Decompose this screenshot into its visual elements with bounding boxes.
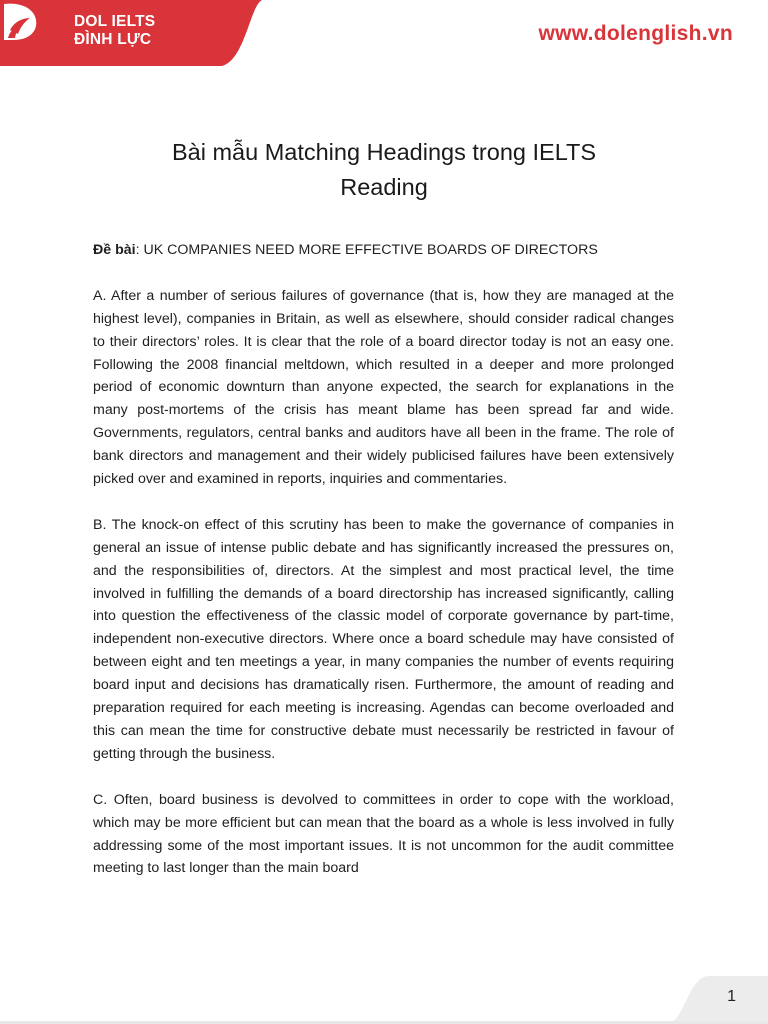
logo-line2: ĐÌNH LỰC (74, 31, 152, 48)
title-line2: Reading (340, 174, 428, 200)
prompt-label: Đề bài (93, 242, 136, 258)
paragraph-c: C. Often, board business is devolved to committees in order to cope with the workload, which may be more efficient but can mean that the board as a whole is less involved in fully addressing some of the most important issues. It is not uncommon for the audit committee meeting to last longer than the main board (93, 791, 674, 877)
dol-logo-icon (0, 0, 40, 44)
prompt-text: : UK COMPANIES NEED MORE EFFECTIVE BOARDS OF DIRECTORS (135, 242, 598, 258)
page-number: 1 (727, 988, 736, 1005)
logo-line1: DOL IELTS (74, 13, 156, 30)
logo-wordmark (74, 13, 155, 49)
website-link[interactable]: www.dolenglish.vn (538, 22, 733, 45)
document-body (93, 239, 674, 903)
page-title (84, 135, 684, 205)
page-tab-shape (668, 976, 768, 1024)
logo-banner (0, 0, 300, 66)
paragraph-b: B. The knock-on effect of this scrutiny has been to make the governance of companies in general an issue of intense public debate and has significantly increased the pressures on, and the responsibilities of, directors. At the simplest and most practical level, the time involved in fulfilling the demands of a board directorship has increased significantly, calling into question the effectiveness of the classic model of corporate governance by part-time, independent non-executive directors. Where once a board schedule may have consisted of between eight and ten meetings a year, in many companies the number of events requiring board input and decisions has dramatically risen. Furthermore, the amount of reading and preparation required for each meeting is increasing. Agendas can become overloaded and this can mean the time for constructive debate must necessarily be restricted in favour of getting through the business. (93, 516, 674, 762)
page-header (0, 0, 768, 66)
prompt-line (93, 239, 674, 262)
paragraph-a: A. After a number of serious failures of governance (that is, how they are managed at the highest level), companies in Britain, as well as elsewhere, should consider radical changes to their directors’ roles. It is clear that the role of a board director today is not an easy one. Following the 2008 financial meltdown, which resulted in a deeper and more prolonged period of economic downturn than anyone expected, the search for explanations in the many post-mortems of the crisis has meant blame has been spread far and wide. Governments, regulators, central banks and auditors have all been in the frame. The role of bank directors and management and their widely publicised failures have been extensively picked over and examined in reports, inquiries and commentaries. (93, 287, 674, 488)
title-line1: Bài mẫu Matching Headings trong IELTS (171, 139, 597, 165)
page-number-tab (668, 976, 768, 1024)
